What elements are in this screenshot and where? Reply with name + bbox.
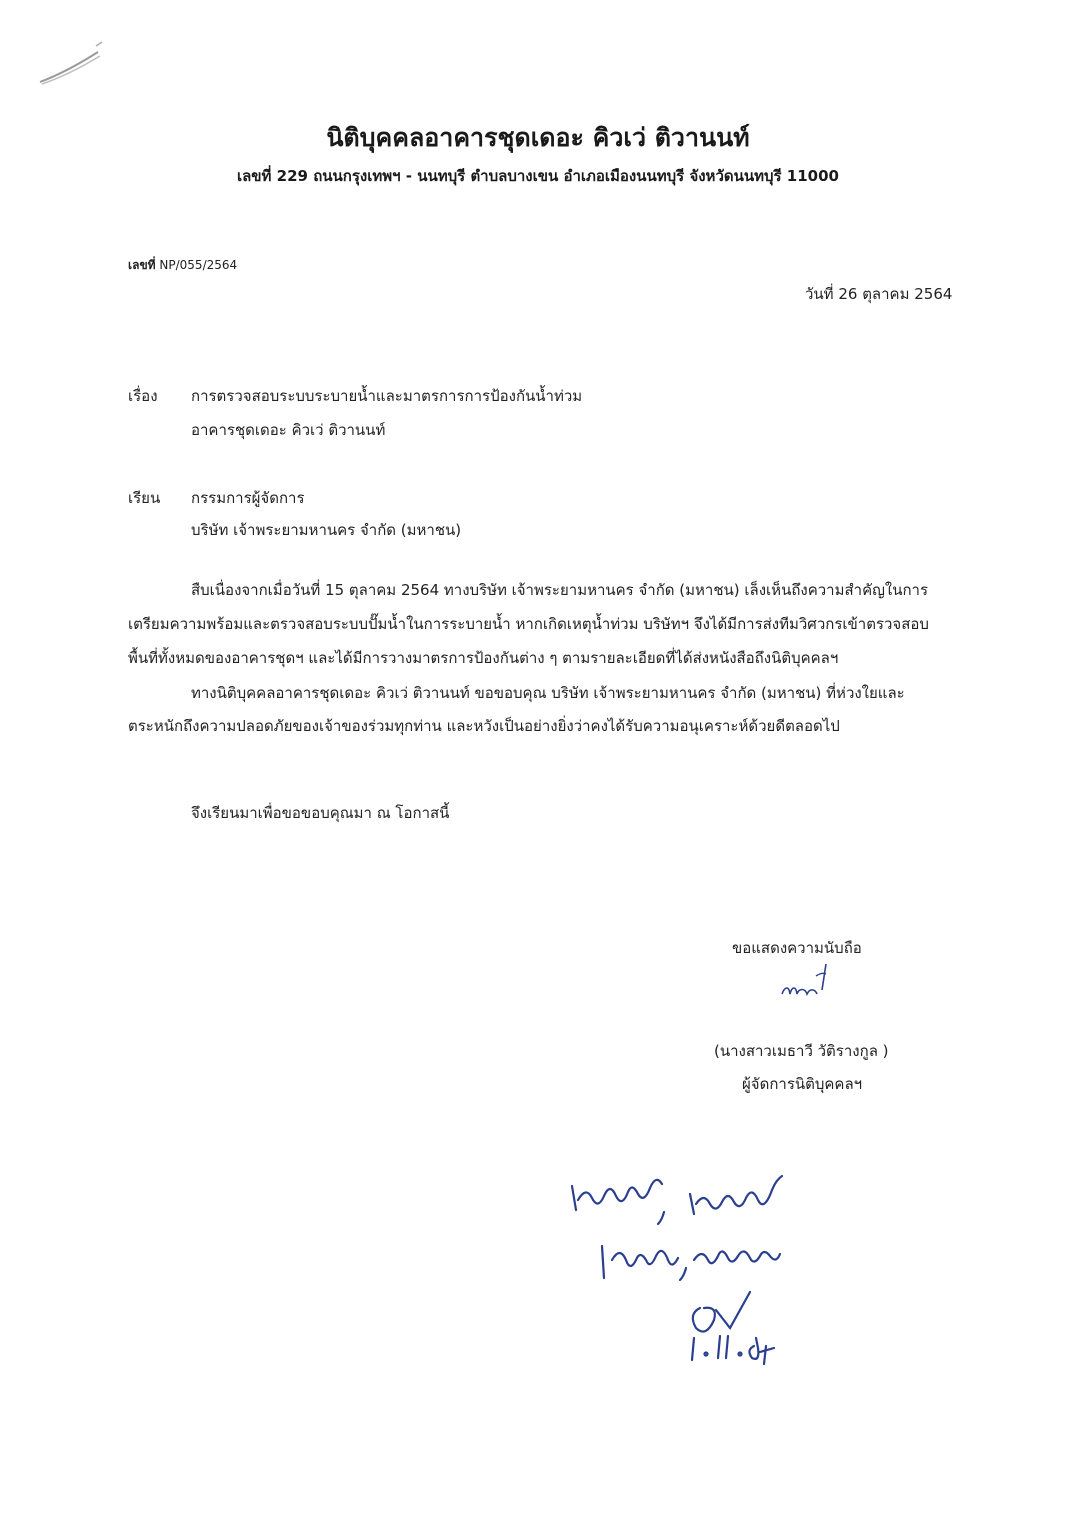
signatory-position: ผู้จัดการนิติบุคคลฯ (742, 1075, 863, 1093)
handwritten-signature (778, 960, 838, 1004)
organization-address: เลขที่ 229 ถนนกรุงเทพฯ - นนทบุรี ตำบลบางเขน อำเภอเมืองนนทบุรี จังหวัดนนทบุรี 11000 (236, 167, 839, 185)
recipient-line-2: บริษัท เจ้าพระยามหานคร จำกัด (มหาชน) (191, 521, 462, 539)
body-paragraph-2-line-2: ตระหนักถึงความปลอดภัยของเจ้าของร่วมทุกท่าน และหวังเป็นอย่างยิ่งว่าคงได้รับความอนุเคราะห์ด้วยดีตลอดไป (128, 717, 840, 735)
organization-name: นิติบุคคลอาคารชุดเดอะ คิวเว่ ติวานนท์ (326, 123, 750, 152)
closing-line: จึงเรียนมาเพื่อขอขอบคุณมา ณ โอกาสนี้ (191, 804, 450, 822)
subject-line-1: การตรวจสอบระบบระบายน้ำและมาตรการการป้องกันน้ำท่วม (191, 387, 583, 405)
subject-line-2: อาคารชุดเดอะ คิวเว่ ติวานนท์ (191, 421, 386, 439)
scribble-mark (36, 38, 116, 88)
reference-label: เลขที่ (128, 258, 156, 272)
subject-label: เรื่อง (128, 387, 158, 405)
recipient-line-1: กรรมการผู้จัดการ (191, 489, 305, 507)
body-paragraph-1-line-2: เตรียมความพร้อมและตรวจสอบระบบปั๊มน้ำในการระบายน้ำ หากเกิดเหตุน้ำท่วม บริษัทฯ จึงได้มีการส่งทีมวิศวกรเข้าตรวจสอบ (128, 615, 929, 633)
regards-text: ขอแสดงความนับถือ (732, 939, 862, 957)
signatory-name: (นางสาวเมธาวี วัติรางกูล ) (714, 1042, 889, 1060)
body-paragraph-2-line-1: ทางนิติบุคคลอาคารชุดเดอะ คิวเว่ ติวานนท์ ขอขอบคุณ บริษัท เจ้าพระยามหานคร จำกัด (มหาชน) ที่ห่วงใยและ (191, 684, 905, 702)
reference-value: NP/055/2564 (159, 258, 238, 272)
letter-date: วันที่ 26 ตุลาคม 2564 (805, 285, 953, 303)
handwritten-annotation (560, 1150, 860, 1390)
recipient-label: เรียน (128, 489, 161, 507)
body-paragraph-1-line-1: สืบเนื่องจากเมื่อวันที่ 15 ตุลาคม 2564 ทางบริษัท เจ้าพระยามหานคร จำกัด (มหาชน) เล็งเห็นถึงความสำคัญในการ (191, 581, 929, 599)
body-paragraph-1-line-3: พื้นที่ทั้งหมดของอาคารชุดฯ และได้มีการวางมาตรการป้องกันต่าง ๆ ตามรายละเอียดที่ได้ส่งหนังสือถึงนิติบุคคลฯ (128, 649, 839, 667)
reference-number (128, 256, 237, 275)
